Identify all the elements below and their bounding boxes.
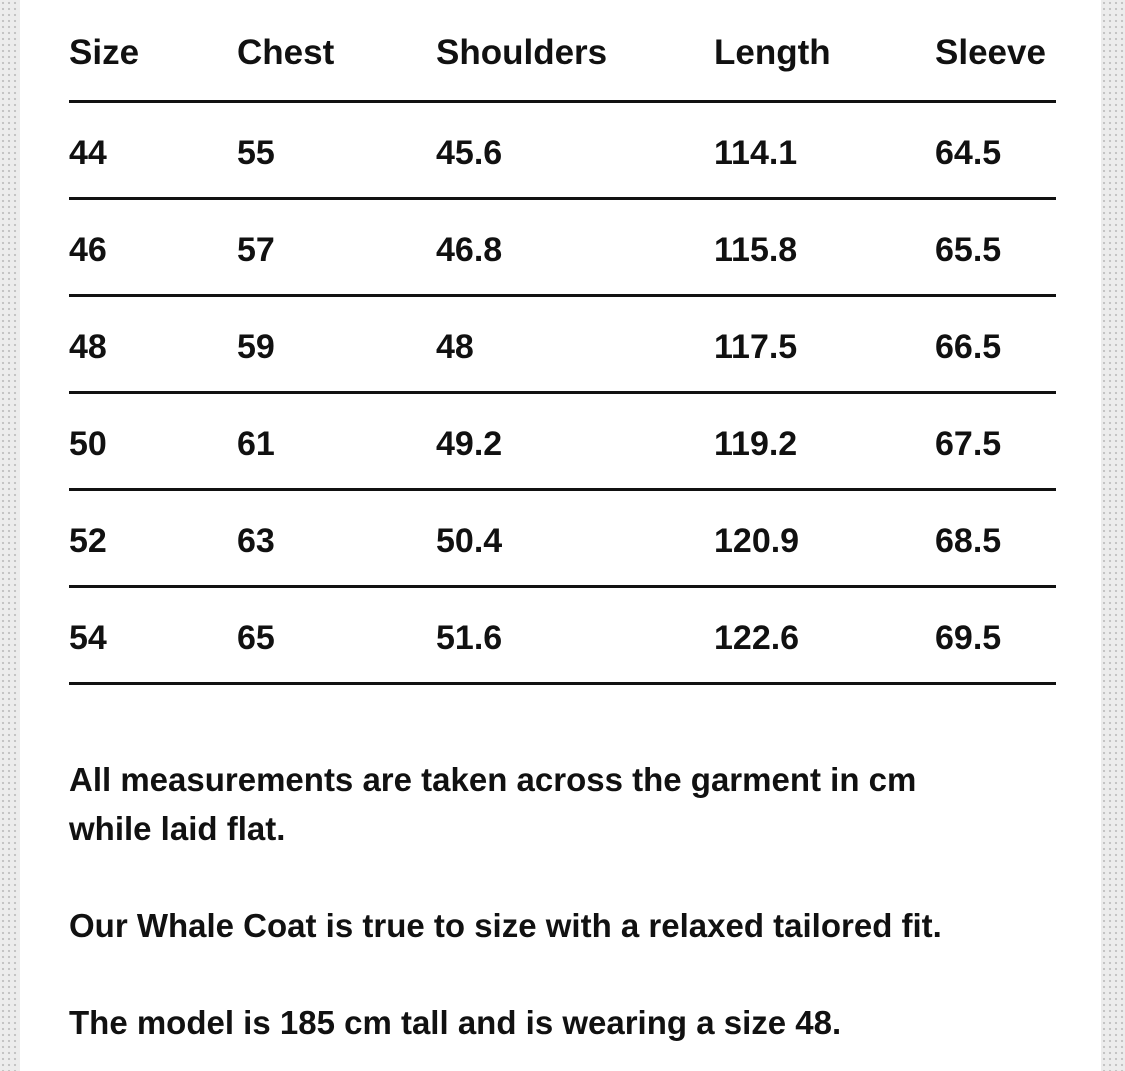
cell-size: 46 [69, 231, 107, 269]
cell-length: 117.5 [714, 328, 798, 366]
cell-length: 122.6 [714, 619, 800, 657]
cell-chest: 59 [237, 328, 275, 366]
table-row [69, 394, 1056, 491]
cell-shoulders: 49.2 [436, 425, 503, 463]
header-chest: Chest [237, 33, 335, 72]
cell-length: 120.9 [714, 522, 800, 560]
cell-chest: 61 [237, 425, 275, 463]
cell-sleeve: 65.5 [935, 231, 1002, 269]
cell-sleeve: 68.5 [935, 522, 1002, 560]
fit-notes [69, 755, 1069, 1047]
cell-size: 48 [69, 328, 107, 366]
header-sleeve: Sleeve [935, 33, 1046, 72]
cell-sleeve: 64.5 [935, 134, 1002, 172]
table-row [69, 588, 1056, 685]
table-header-row [69, 4, 1056, 103]
cell-shoulders: 51.6 [436, 619, 503, 657]
cell-shoulders: 50.4 [436, 522, 503, 560]
model-note: The model is 185 cm tall and is wearing a size 48. [69, 1004, 842, 1041]
fit-note: Our Whale Coat is true to size with a relaxed tailored fit. [69, 907, 942, 944]
cell-shoulders: 48 [436, 328, 474, 366]
table-row [69, 103, 1056, 200]
cell-length: 119.2 [714, 425, 798, 463]
cell-size: 52 [69, 522, 107, 560]
cell-shoulders: 45.6 [436, 134, 503, 172]
cell-size: 54 [69, 619, 107, 657]
cell-chest: 55 [237, 134, 275, 172]
measurement-note-line2: while laid flat. [69, 810, 286, 847]
table-row [69, 491, 1056, 588]
header-shoulders: Shoulders [436, 33, 608, 72]
table-row [69, 297, 1056, 394]
cell-sleeve: 67.5 [935, 425, 1002, 463]
cell-size: 44 [69, 134, 107, 172]
cell-sleeve: 66.5 [935, 328, 1002, 366]
size-guide [69, 0, 1056, 1041]
header-size: Size [69, 33, 140, 72]
size-table [69, 4, 1056, 685]
cell-sleeve: 69.5 [935, 619, 1002, 657]
left-edge-pattern [0, 0, 20, 1071]
cell-chest: 65 [237, 619, 275, 657]
table-row [69, 200, 1056, 297]
right-edge-pattern [1101, 0, 1125, 1071]
cell-shoulders: 46.8 [436, 231, 503, 269]
measurement-note-line1: All measurements are taken across the garment in cm [69, 761, 917, 798]
cell-chest: 63 [237, 522, 275, 560]
cell-size: 50 [69, 425, 107, 463]
cell-length: 114.1 [714, 134, 798, 172]
cell-length: 115.8 [714, 231, 798, 269]
header-length: Length [714, 33, 831, 72]
cell-chest: 57 [237, 231, 275, 269]
